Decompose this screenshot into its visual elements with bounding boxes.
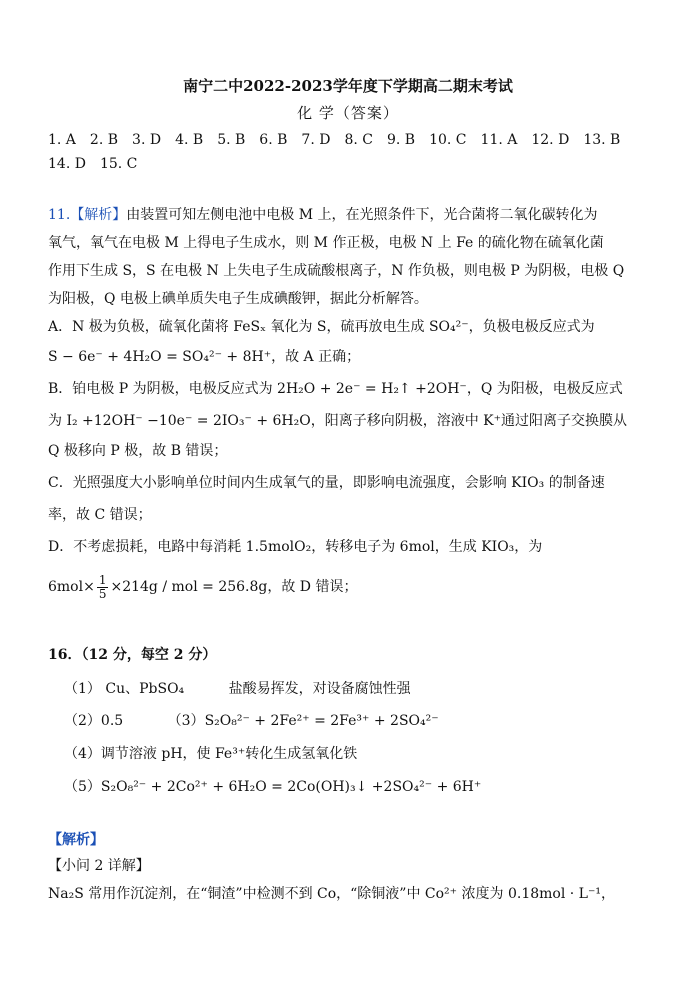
q11-option-c-line-1: C．光照强度大小影响单位时间内生成氧气的量，即影响电流强度，会影响 KIO₃ 的制备速 — [48, 475, 605, 491]
q16-a3-value: S₂O₈²⁻ + 2Fe²⁺ = 2Fe³⁺ + 2SO₄²⁻ — [204, 713, 439, 729]
answer-item: 10. C — [429, 132, 467, 148]
q16-a1-value: Cu、PbSO₄ — [105, 681, 185, 697]
answer-item: 5. B — [217, 132, 246, 148]
answer-item: 13. B — [583, 132, 621, 148]
q11-option-b-line-1: B．铂电极 P 为阴极，电极反应式为 2H₂O + 2e⁻ = H₂↑ +2OH⁻，Q 为阳极，电极反应式 — [48, 381, 623, 397]
q11-option-c-line-2: 率，故 C 错误； — [48, 507, 152, 523]
q11-intro-line-2: 氧气，氧气在电极 M 上得电子生成水，则 M 作正极，电极 N 上 Fe 的硫化物在硫氧化菌 — [48, 235, 604, 251]
answers-row-1 — [48, 131, 620, 149]
answer-item: 12. D — [531, 132, 570, 148]
answer-item: 2. B — [89, 132, 119, 148]
q16-answer-4: （4）调节溶液 pH，使 Fe³⁺转化生成氢氧化铁 — [64, 746, 358, 762]
q11-intro-line-3: 作用下生成 S，S 在电极 N 上失电子生成硫酸根离子，N 作负极，则电极 P 为阴极，电极 Q — [48, 263, 625, 279]
q11-option-d-line-2 — [48, 570, 357, 604]
answer-item: 9. B — [386, 132, 416, 148]
q11-intro-line-1 — [48, 206, 598, 224]
q11-option-a-line-2: S − 6e⁻ + 4H₂O = SO₄²⁻ + 8H⁺，故 A 正确； — [48, 349, 361, 365]
q11-intro-text: 由装置可知左侧电池中电极 M 上，在光照条件下，光合菌将二氧化碳转化为 — [126, 207, 598, 223]
q11-option-d-line-1: D．不考虑损耗，电路中每消耗 1.5molO₂，转移电子为 6mol，生成 KIO₃，为 — [48, 539, 543, 555]
q11-option-b-line-2: 为 I₂ +12OH⁻ −10e⁻ = 2IO₃⁻ + 6H₂O，阳离子移向阴极，溶液中 K⁺通过阳离子交换膜从 — [48, 413, 628, 429]
answer-item: 15. C — [99, 156, 138, 172]
q16-answer-1 — [64, 680, 411, 698]
q16-a2-label: （2） — [64, 713, 101, 729]
q16-a1-note: 盐酸易挥发，对设备腐蚀性强 — [228, 681, 411, 697]
answer-item: 8. C — [344, 132, 373, 148]
q16-a1-label: （1） — [64, 681, 101, 697]
q16-a2-value: 0.5 — [100, 713, 124, 729]
q11-option-a-line-1: A．N 极为负极，硫氧化菌将 FeSₓ 氧化为 S，硫再放电生成 SO₄²⁻，负极电极反应式为 — [48, 319, 595, 335]
answer-item: 4. B — [175, 132, 204, 148]
answer-item: 11. A — [480, 132, 518, 148]
fraction-numerator: 1 — [98, 572, 107, 587]
page-title: 南宁二中2022-2023学年度下学期高二期末考试 — [183, 77, 513, 95]
answer-item: 1. A — [48, 132, 76, 148]
answer-item: 3. D — [132, 132, 162, 148]
page-subtitle: 化 学（答案） — [297, 104, 399, 122]
q16-subquestion-text: Na₂S 常用作沉淀剂，在“铜渣”中检测不到 Co，“除铜液”中 Co²⁺ 浓度为 0.18mol · L⁻¹， — [48, 886, 615, 902]
q11-option-b-line-3: Q 极移向 P 极，故 B 错误； — [48, 443, 228, 459]
q11-analysis-tag: 【解析】 — [70, 207, 127, 223]
q16-answer-5: （5）S₂O₈²⁻ + 2Co²⁺ + 6H₂O = 2Co(OH)₃↓ +2SO₄²⁻ + 6H⁺ — [64, 779, 482, 795]
q16-analysis-tag: 【解析】 — [48, 832, 104, 848]
answers-row-2 — [48, 155, 137, 173]
q11-d-formula-suffix: ×214g / mol = 256.8g，故 D 错误； — [110, 579, 358, 595]
q16-heading: 16．（12 分，每空 2 分） — [48, 647, 217, 663]
q11-d-formula-prefix: 6mol× — [48, 579, 95, 595]
q11-intro-line-4: 为阳极，Q 电极上碘单质失电子生成碘酸钾，据此分析解答。 — [48, 291, 428, 307]
fraction — [97, 574, 109, 601]
q16-a3-label: （3） — [167, 713, 205, 729]
q16-answer-2-3 — [64, 712, 439, 730]
answer-item: 14. D — [48, 156, 86, 172]
q16-subquestion-tag: 【小问 2 详解】 — [48, 858, 150, 874]
q11-number: 11. — [48, 207, 71, 223]
answer-item: 7. D — [301, 132, 331, 148]
answer-item: 6. B — [259, 132, 288, 148]
fraction-denominator: 5 — [98, 586, 107, 601]
